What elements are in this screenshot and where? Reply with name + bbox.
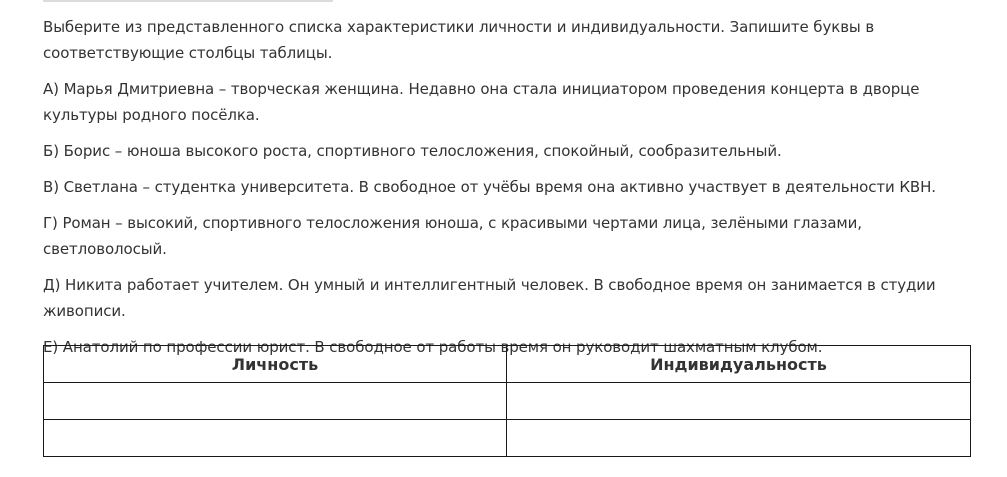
answer-table-header-row bbox=[44, 346, 971, 383]
option-b: Б) Борис – юноша высокого роста, спортивного телосложения, спокойный, сообразительный. bbox=[43, 142, 782, 160]
task-instruction: Выберите из представленного списка характеристики личности и индивидуальности. Запишите буквы в соответствующие столбцы таблицы. bbox=[43, 18, 875, 62]
answer-table bbox=[43, 345, 971, 457]
task-text bbox=[43, 14, 973, 360]
personality-answer-cell[interactable] bbox=[44, 420, 507, 457]
table-row bbox=[44, 383, 971, 420]
table-row bbox=[44, 420, 971, 457]
individuality-answer-cell[interactable] bbox=[507, 383, 971, 420]
option-e: Е) Анатолий по профессии юрист. В свободное от работы время он руководит шахматным клубом. bbox=[43, 338, 823, 356]
option-d: Д) Никита работает учителем. Он умный и интеллигентный человек. В свободное время он занимается в студии живописи. bbox=[43, 276, 936, 320]
individuality-answer-cell[interactable] bbox=[507, 420, 971, 457]
column-header-individuality: Индивидуальность bbox=[507, 346, 971, 383]
column-header-personality: Личность bbox=[44, 346, 507, 383]
personality-answer-cell[interactable] bbox=[44, 383, 507, 420]
option-v: В) Светлана – студентка университета. В свободное от учёбы время она активно участвует в деятельности КВН. bbox=[43, 178, 936, 196]
option-a: А) Марья Дмитриевна – творческая женщина. Недавно она стала инициатором проведения концерта в дворце культуры родного посёлка. bbox=[43, 80, 920, 124]
option-g: Г) Роман – высокий, спортивного телосложения юноша, с красивыми чертами лица, зелёными глазами, светловолосый. bbox=[43, 214, 862, 258]
top-divider bbox=[43, 0, 333, 2]
